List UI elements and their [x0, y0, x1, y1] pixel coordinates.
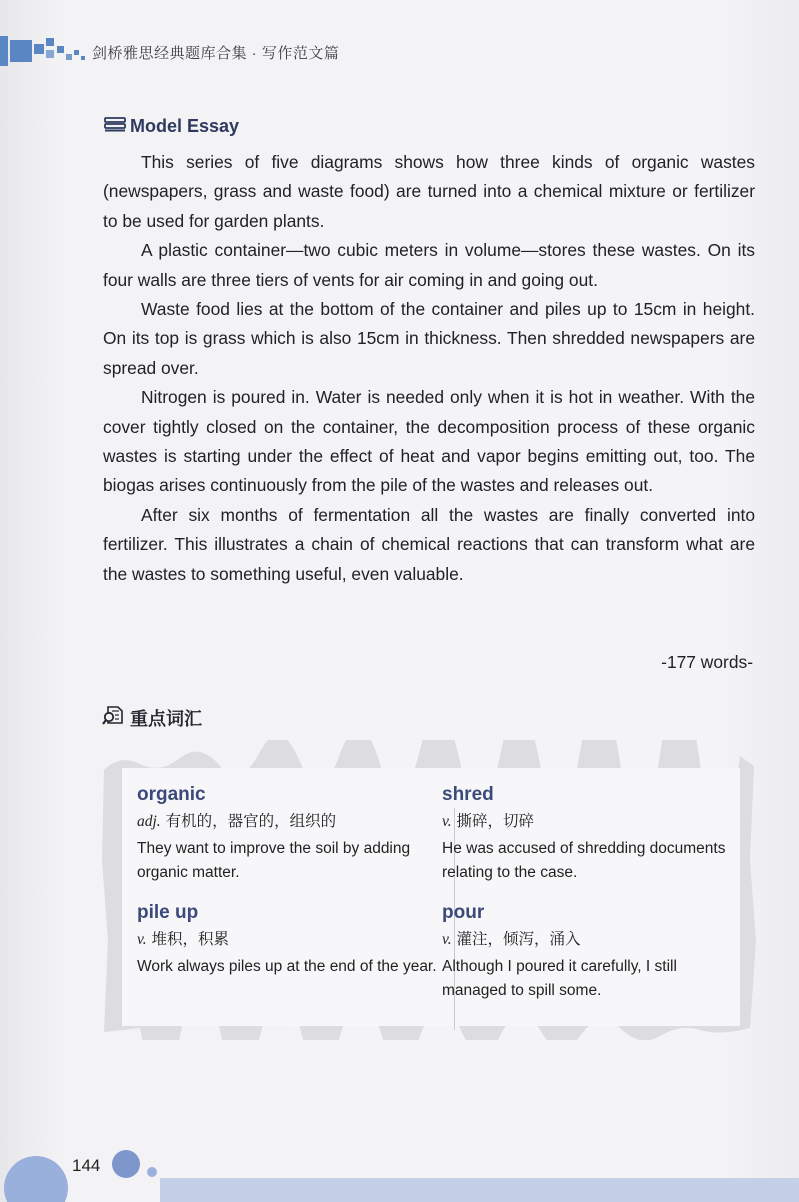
book-title: 剑桥雅思经典题库合集 · 写作范文篇	[92, 45, 340, 62]
page-number: 144	[72, 1156, 101, 1175]
vocab-meaning: 堆积，积累	[151, 930, 230, 948]
vocab-meaning: 有机的，器官的，组织的	[165, 812, 337, 830]
essay-paragraph: This series of five diagrams shows how three kinds of organic wastes (newspapers, grass and waste food) are turned into a chemical mixture or fertilizer to be used for garden plants.	[103, 152, 755, 231]
vocab-example: He was accused of shredding documents relating to the case.	[442, 840, 726, 881]
essay-body	[103, 148, 755, 589]
vocab-entry-pour	[442, 902, 742, 1003]
essay-paragraph: A plastic container—two cubic meters in volume—stores these wastes. On its four walls are three tiers of vents for air coming in and going out.	[103, 240, 755, 290]
vocabulary-heading	[102, 704, 202, 731]
page-footer	[0, 1142, 799, 1202]
vocab-word: organic	[137, 784, 206, 805]
model-essay-title: Model Essay	[130, 116, 240, 136]
vocab-pos: v.	[137, 931, 147, 948]
vocab-definition	[137, 927, 437, 949]
vocab-example: They want to improve the soil by adding organic matter.	[137, 840, 411, 881]
vocab-pos: v.	[442, 931, 452, 948]
vocab-pos: adj.	[137, 813, 161, 830]
vocab-definition	[442, 809, 742, 831]
vocab-word: shred	[442, 784, 494, 805]
notebook-icon	[104, 116, 126, 137]
vocab-entry-organic	[137, 784, 437, 885]
footer-bubbles-decoration	[0, 1142, 799, 1202]
vocab-meaning: 撕碎，切碎	[456, 812, 535, 830]
vocab-definition	[442, 927, 742, 949]
vocab-entry-pile-up	[137, 902, 437, 979]
word-count: -177 words-	[661, 652, 753, 672]
vocab-example: Although I poured it carefully, I still managed to spill some.	[442, 958, 677, 999]
vocab-word: pour	[442, 902, 485, 923]
vocabulary-box	[100, 740, 758, 1040]
vocab-entry-shred	[442, 784, 742, 885]
essay-paragraph: Nitrogen is poured in. Water is needed only when it is hot in weather. With the cover tightly closed on the container, the decomposition process of these organic wastes is starting under the effect of heat and vapor begins emitting out, too. The biogas arises continuously from the pile of the wastes and releases out.	[103, 387, 755, 496]
vocab-word: pile up	[137, 902, 199, 923]
vocab-example: Work always piles up at the end of the year.	[137, 958, 437, 975]
vocab-meaning: 灌注，倾泻，涌入	[456, 930, 581, 948]
vocabulary-card	[122, 768, 740, 1026]
header-pixel-decoration	[0, 36, 90, 66]
vocab-definition	[137, 809, 437, 831]
page-header	[0, 30, 799, 70]
vocab-pos: v.	[442, 813, 452, 830]
vocabulary-title: 重点词汇	[130, 708, 202, 729]
essay-paragraph: After six months of fermentation all the wastes are finally converted into fertilizer. This illustrates a chain of chemical reactions that can transform what are the wastes to something useful, even valuable.	[103, 504, 755, 584]
essay-paragraph: Waste food lies at the bottom of the container and piles up to 15cm in height. On its top is grass which is also 15cm in thickness. Then shredded newspapers are spread over.	[103, 299, 755, 378]
model-essay-heading	[104, 116, 239, 137]
magnifier-note-icon	[102, 704, 126, 731]
